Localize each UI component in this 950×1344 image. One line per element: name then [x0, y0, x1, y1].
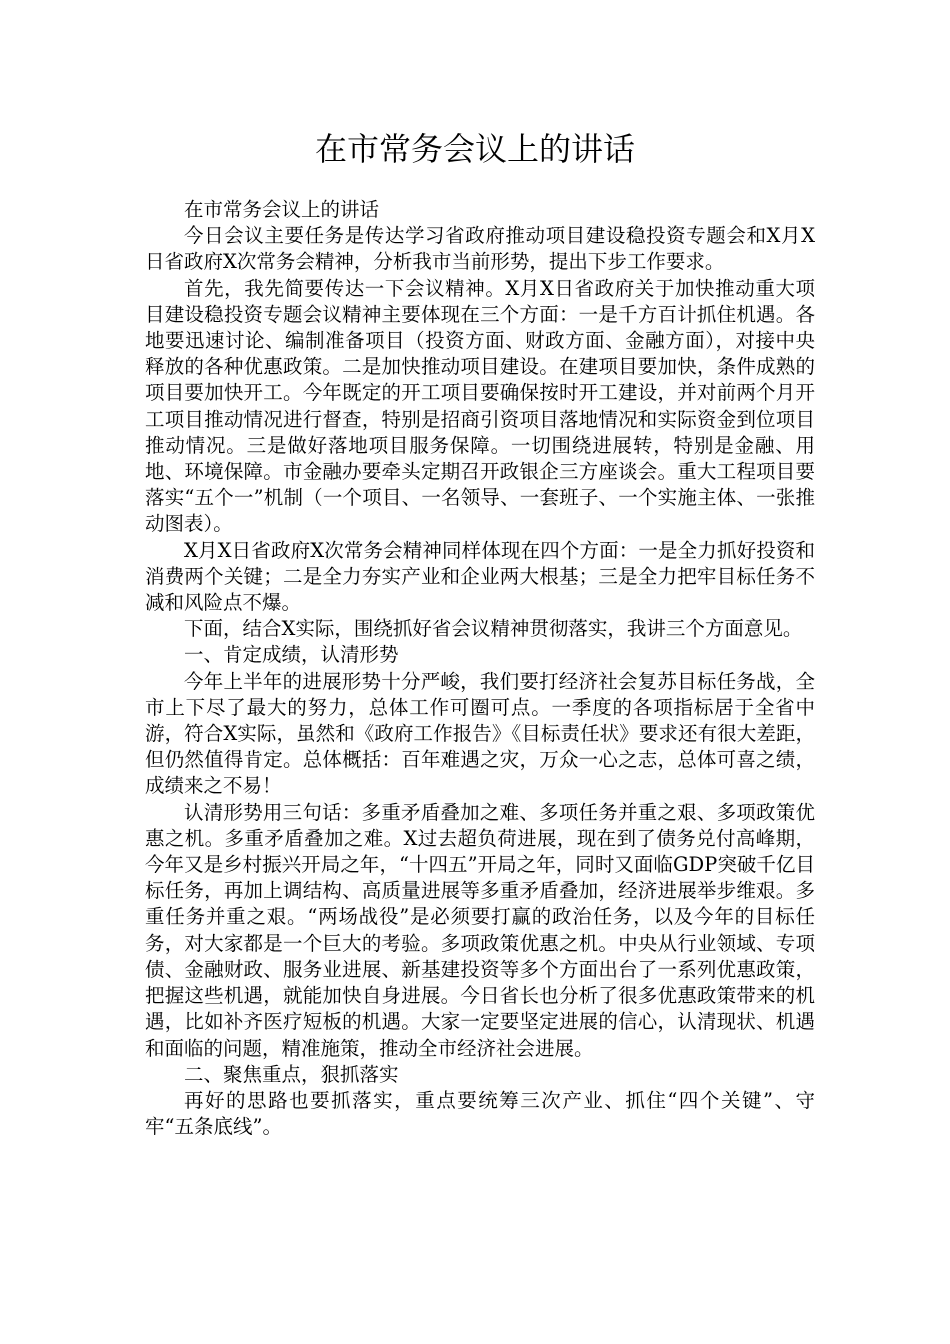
section-heading-2: 二、聚焦重点，狠抓落实 [184, 1062, 399, 1086]
section-heading-1: 一、肯定成绩，认清形势 [184, 643, 399, 667]
document-body [145, 197, 815, 1140]
paragraph-transition: 下面，结合X实际，围绕抓好省会议精神贯彻落实，我讲三个方面意见。 [184, 617, 803, 641]
paragraph-implementation: 再好的思路也要抓落实，重点要统筹三次产业、抓住“四个关键”、守牢“五条底线”。 [145, 1088, 815, 1139]
paragraph-subtitle: 在市常务会议上的讲话 [184, 198, 380, 221]
paragraph-meeting-spirit: 首先，我先简要传达一下会议精神。X月X日省政府关于加快推动重大项目建设稳投资专题会议精神主要体现在三个方面：一是千方百计抓住机遇。各地要迅速讨论、编制准备项目（投资方面、财政方面、金融方面），对接中央释放的各种优惠政策。二是加快推动项目建设。在建项目要加快，条件成熟的项目要加快开工。今年既定的开工项目要确保按时开工建设，并对前两个月开工项目推动情况进行督查，特别是招商引资项目落地情况和实际资金到位项目推动情况。三是做好落地项目服务保障。一切围绕进展转，特别是金融、用地、环境保障。市金融办要牵头定期召开政银企三方座谈会。重大工程项目要落实“五个一”机制（一个项目、一名领导、一套班子、一个实施主体、一张推动图表）。 [145, 276, 815, 536]
paragraph-executive-meeting: X月X日省政府X次常务会精神同样体现在四个方面：一是全力抓好投资和消费两个关键；二是全力夯实产业和企业两大根基；三是全力把牢目标任务不减和风险点不爆。 [145, 538, 815, 615]
document-title: 在市常务会议上的讲话 [314, 130, 635, 168]
paragraph-intro: 今日会议主要任务是传达学习省政府推动项目建设稳投资专题会和X月X日省政府X次常务会精神，分析我市当前形势，提出下步工作要求。 [145, 224, 815, 274]
paragraph-situation: 认清形势用三句话：多重矛盾叠加之难、多项任务并重之艰、多项政策优惠之机。多重矛盾叠加之难。X过去超负荷进展，现在到了债务兑付高峰期，今年又是乡村振兴开局之年，“十四五”开局之年，同时又面临GDP突破千亿目标任务，再加上调结构、高质量进展等多重矛盾叠加，经济进展举步维艰。多重任务并重之艰。“两场战役”是必须要打赢的政治任务，以及今年的目标任务，对大家都是一个巨大的考验。多项政策优惠之机。中央从行业领域、专项债、金融财政、服务业进展、新基建投资等多个方面出台了一系列优惠政策，把握这些机遇，就能加快自身进展。今日省长也分析了很多优惠政策带来的机遇，比如补齐医疗短板的机遇。大家一定要坚定进展的信心，认清现状、机遇和面临的问题，精准施策，推动全市经济社会进展。 [145, 800, 815, 1060]
paragraph-achievements: 今年上半年的进展形势十分严峻，我们要打经济社会复苏目标任务战，全市上下尽了最大的努力，总体工作可圈可点。一季度的各项指标居于全省中游，符合X实际，虽然和《政府工作报告》《目标责任状》要求还有很大差距，但仍然值得肯定。总体概括：百年难遇之灾，万众一心之志，总体可喜之绩，成绩来之不易！ [145, 669, 815, 798]
